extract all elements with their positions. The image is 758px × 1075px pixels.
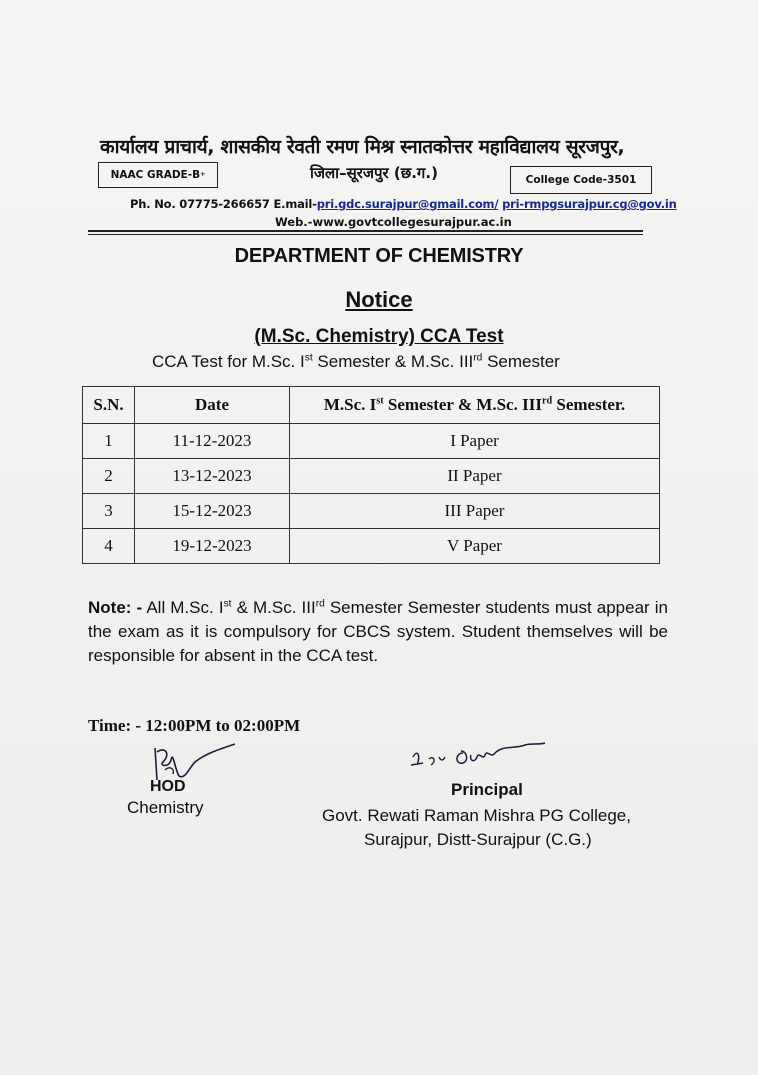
- naac-grade-text: NAAC GRADE-B: [110, 169, 201, 181]
- notice-title: Notice: [345, 287, 413, 312]
- principal-place: Surajpur, Distt-Surajpur (C.G.): [364, 830, 592, 849]
- cell-paper: V Paper: [290, 529, 660, 564]
- note-label: Note: -: [88, 598, 143, 617]
- note-paragraph: [88, 596, 668, 668]
- header-divider: [88, 230, 643, 232]
- cca-subtitle: [152, 352, 560, 372]
- schedule-table: [82, 386, 660, 564]
- office-hindi-title: कार्यालय प्राचार्य, शासकीय रेवती रमण मिश्र स्नातकोत्तर महाविद्यालय सूरजपुर,: [100, 136, 625, 158]
- college-code-box: College Code-3501: [510, 166, 652, 194]
- header-paper-c: Semester.: [552, 395, 626, 414]
- cell-date: 15-12-2023: [135, 494, 290, 529]
- contact-line: [130, 197, 677, 211]
- header-date: Date: [135, 387, 290, 424]
- exam-time: Time: - 12:00PM to 02:00PM: [88, 716, 301, 735]
- district-hindi: जिला–सूरजपुर (छ.ग.): [310, 164, 438, 182]
- header-paper-sup1: st: [376, 395, 384, 407]
- note-sup2: rd: [315, 598, 325, 610]
- header-sn: S.N.: [83, 387, 135, 424]
- cell-sn: 2: [83, 459, 135, 494]
- note-text3: Semester Semester students must appear in the exam as it is compulsory for CBCS system. Student themselves will be responsible for absent in the CCA test.: [88, 598, 669, 665]
- table-row: [83, 459, 660, 494]
- hod-department: Chemistry: [127, 798, 204, 817]
- cca-subtitle-part1: CCA Test for M.Sc. I: [152, 352, 305, 371]
- table-row: [83, 424, 660, 459]
- email-link-1[interactable]: pri.gdc.surajpur@gmail.com/: [316, 197, 499, 211]
- header-paper-sup2: rd: [541, 395, 553, 407]
- hod-title: HOD: [150, 778, 186, 795]
- cca-subtitle-part3: Semester: [482, 352, 560, 371]
- cca-title: (M.Sc. Chemistry) CCA Test: [254, 326, 504, 347]
- principal-signature-icon: [405, 735, 555, 785]
- cca-subtitle-sup1: st: [304, 352, 313, 364]
- email-label: E.mail-: [273, 197, 317, 211]
- header-paper-a: M.Sc. I: [323, 395, 377, 414]
- cell-paper: III Paper: [290, 494, 660, 529]
- phone-text: Ph. No. 07775-266657: [130, 197, 270, 211]
- note-text2: & M.Sc. III: [231, 598, 316, 617]
- cca-subtitle-part2: Semester & M.Sc. III: [312, 352, 474, 371]
- cell-paper: II Paper: [290, 459, 660, 494]
- table-row: [83, 494, 660, 529]
- note-sup1: st: [223, 598, 232, 610]
- table-row: [83, 529, 660, 564]
- cell-sn: 1: [83, 424, 135, 459]
- cell-date: 13-12-2023: [135, 459, 290, 494]
- cell-sn: 3: [83, 494, 135, 529]
- website-text: Web.-www.govtcollegesurajpur.ac.in: [275, 215, 512, 229]
- header-paper-b: Semester & M.Sc. III: [383, 395, 542, 414]
- principal-title: Principal: [451, 780, 523, 799]
- cell-sn: 4: [83, 529, 135, 564]
- department-heading: DEPARTMENT OF CHEMISTRY: [234, 245, 524, 267]
- principal-college: Govt. Rewati Raman Mishra PG College,: [322, 806, 631, 825]
- note-text1: All M.Sc. I: [142, 598, 224, 617]
- header-paper: [290, 387, 660, 424]
- email-link-2[interactable]: pri-rmpgsurajpur.cg@gov.in: [502, 197, 677, 211]
- naac-grade-box: NAAC GRADE-B +: [98, 162, 218, 188]
- cca-subtitle-sup2: rd: [473, 352, 483, 364]
- cell-paper: I Paper: [290, 424, 660, 459]
- cell-date: 11-12-2023: [135, 424, 290, 459]
- cell-date: 19-12-2023: [135, 529, 290, 564]
- header-divider-thin: [88, 234, 643, 235]
- table-header-row: [83, 387, 660, 424]
